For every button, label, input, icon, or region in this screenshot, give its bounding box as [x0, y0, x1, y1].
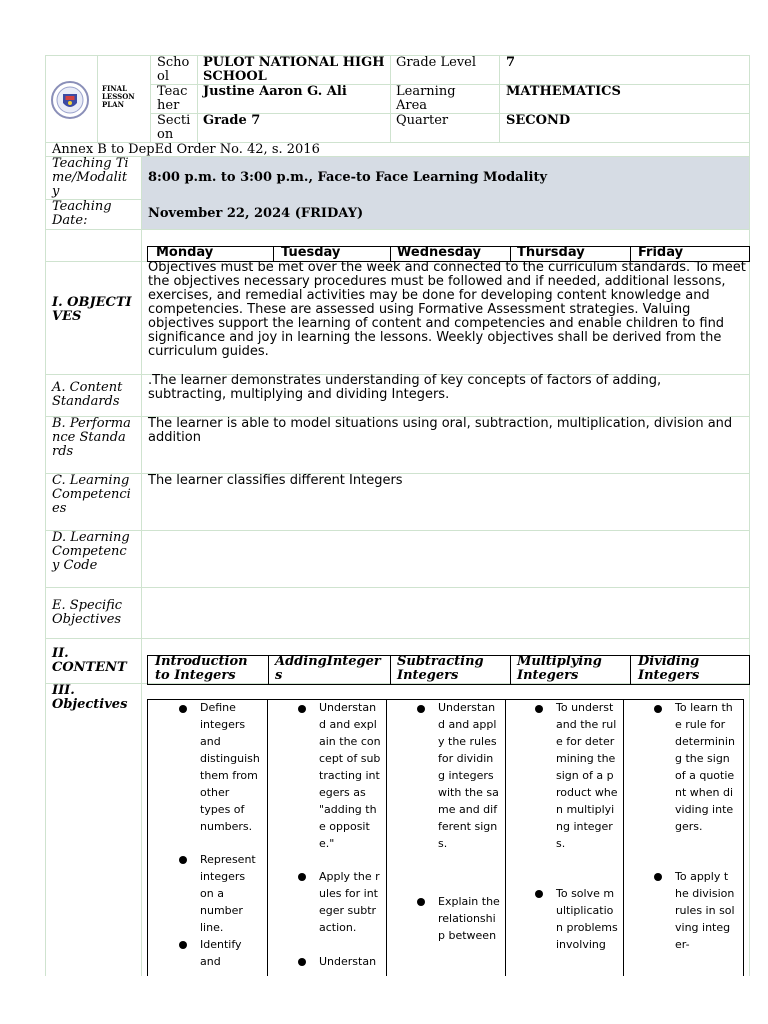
- topic-introduction: Introduction to Integers: [155, 654, 248, 683]
- content-label: II. CONTENT: [52, 646, 127, 675]
- objectives3-label: III. Objectives: [52, 683, 128, 712]
- content-standards-label: A. Content Standards: [52, 380, 123, 409]
- quarter-label: Quarter: [396, 113, 449, 128]
- performance-standards-text: The learner is able to model situations using oral, subtraction, multiplication, division and addition: [148, 416, 733, 445]
- section-label: Section: [157, 113, 191, 142]
- quarter-value: SECOND: [506, 113, 571, 128]
- teaching-date-value: November 22, 2024 (FRIDAY): [148, 206, 364, 221]
- objectives-label: I. OBJECTIVES: [52, 295, 132, 324]
- obj-col1-item1: Define integers and distinguish them from other types of numbers.: [200, 701, 260, 833]
- obj-col2-item3: Understan: [319, 955, 377, 968]
- performance-standards-label: B. Performance Standards: [52, 416, 131, 459]
- learning-area-label: Learning Area: [396, 84, 456, 113]
- obj-col4-item2: To solve multiplication problems involving: [556, 887, 618, 951]
- day-monday: Monday: [156, 245, 214, 260]
- obj-col2-item2: Apply the rules for integer subtraction.: [319, 870, 380, 934]
- section-value: Grade 7: [203, 113, 261, 128]
- teacher-label: Teacher: [157, 84, 188, 113]
- obj-col4-item1: To understand the rule for determining the sign of a product when multiplying integers.: [556, 701, 618, 850]
- day-wednesday: Wednesday: [397, 245, 481, 260]
- day-tuesday: Tuesday: [281, 245, 341, 260]
- day-friday: Friday: [638, 245, 684, 260]
- learning-competencies-label: C. Learning Competencies: [52, 473, 131, 516]
- topic-dividing: Dividing Integers: [638, 654, 700, 683]
- grade-level-value: 7: [506, 55, 516, 70]
- school-value: PULOT NATIONAL HIGH SCHOOL: [203, 55, 385, 84]
- plan-label: FINAL LESSON PLAN: [102, 84, 135, 109]
- annex-note: Annex B to DepEd Order No. 42, s. 2016: [52, 142, 320, 157]
- specific-objectives-label: E. Specific Objectives: [52, 598, 123, 627]
- school-label: School: [157, 55, 190, 84]
- obj-col3-item1: Understand and apply the rules for dividing integers with the same and different signs.: [438, 701, 499, 850]
- obj-col1-item2: Represent integers on a number line.: [200, 853, 256, 934]
- teaching-time-label: Teaching Time/Modality: [52, 156, 129, 199]
- learning-competencies-text: The learner classifies different Integers: [148, 473, 403, 488]
- topic-subtracting: Subtracting Integers: [397, 654, 484, 683]
- topic-multiplying: Multiplying Integers: [517, 654, 602, 683]
- competency-code-label: D. Learning Competency Code: [52, 530, 130, 573]
- grade-level-label: Grade Level: [396, 55, 477, 70]
- teacher-value: Justine Aaron G. Ali: [203, 84, 347, 99]
- obj-col5-item2: To apply the division rules in solving integer-: [675, 870, 735, 951]
- topic-adding: AddingIntegers: [275, 654, 381, 683]
- teaching-time-value: 8:00 p.m. to 3:00 p.m., Face-to Face Learning Modality: [148, 170, 548, 185]
- obj-col5-item1: To learn the rule for determining the sign of a quotient when dividing integers.: [675, 701, 735, 833]
- day-thursday: Thursday: [517, 245, 585, 260]
- obj-col1-item3: Identify and: [200, 938, 242, 968]
- obj-col2-item1: Understand and explain the concept of subtracting integers as "adding the opposite.": [319, 701, 381, 850]
- deped-logo: [50, 80, 90, 120]
- learning-area-value: MATHEMATICS: [506, 84, 621, 99]
- obj-col3-item2: Explain the relationship between: [438, 895, 500, 942]
- objectives-text: Objectives must be met over the week and connected to the curriculum standards. To meet the objectives necessary procedures must be followed and if needed, additional lessons, exercises, and remedial activities may be done for developing content knowledge and competencies. These are assessed using Formative Assessment strategies. Valuing objectives support the learning of content and competencies and enable children to find significance and joy in learning the lessons. Weekly objectives shall be derived from the curriculum guides.: [148, 260, 746, 359]
- content-standards-text: .The learner demonstrates understanding of key concepts of factors of adding, subtracting, multiplying and dividing Integers.: [148, 373, 662, 402]
- teaching-date-label: Teaching Date:: [52, 199, 112, 228]
